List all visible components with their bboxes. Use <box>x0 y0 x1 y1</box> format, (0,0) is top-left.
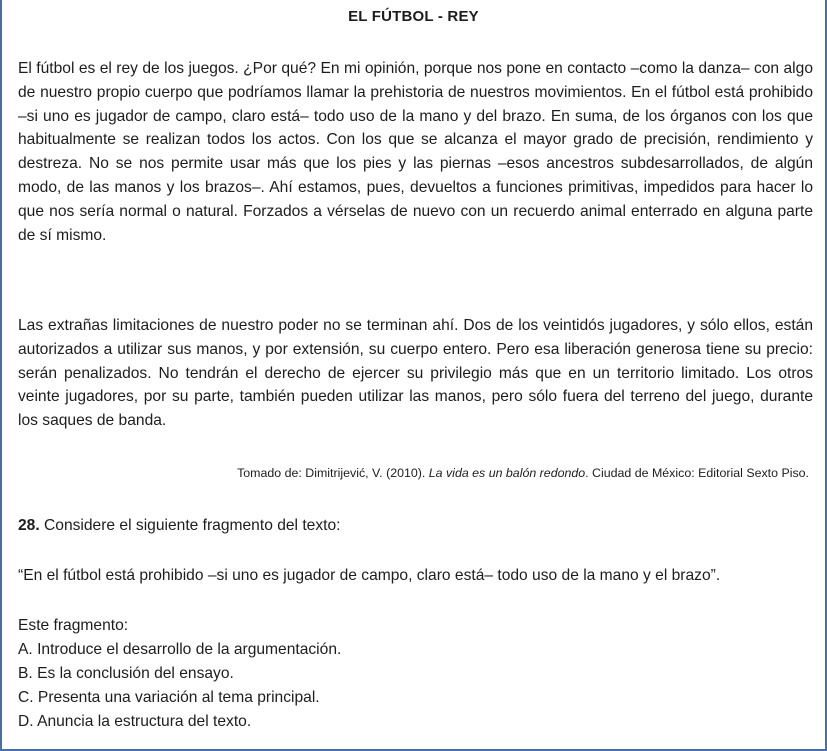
question-prompt: Considere el siguiente fragmento del texto: <box>39 517 341 534</box>
citation-book-title: La vida es un balón redondo <box>428 466 586 480</box>
option-b[interactable]: B. Es la conclusión del ensayo. <box>18 664 234 682</box>
option-c[interactable]: C. Presenta una variación al tema principal. <box>18 688 320 706</box>
question-stem: Este fragmento: <box>18 617 129 634</box>
question-number: 28. <box>18 517 40 534</box>
answer-options <box>18 638 813 734</box>
source-citation <box>237 466 809 480</box>
question-fragment: “En el fútbol está prohibido –si uno es jugador de campo, claro está– todo uso de la mano y el brazo”. <box>18 567 721 584</box>
option-a[interactable]: A. Introduce el desarrollo de la argumentación. <box>18 641 342 658</box>
citation-suffix: . Ciudad de México: Editorial Sexto Piso. <box>585 466 809 480</box>
citation-prefix: Tomado de: Dimitrijević, V. (2010). <box>237 466 429 480</box>
question-header <box>18 514 813 538</box>
option-d[interactable]: D. Anuncia la estructura del texto. <box>18 712 252 730</box>
paragraph-2: Las extrañas limitaciones de nuestro poder no se terminan ahí. Dos de los veintidós jugadores, y sólo ellos, están autorizados a utilizar sus manos, y por extensión, su cuerpo entero. Pero esa liberación generosa tiene su precio: serán penalizados. No tendrán el derecho de ejercer su privilegio más que en un territorio limitado. Los otros veinte jugadores, por su parte, también pueden utilizar las manos, pero sólo fuera del terreno del juego, durante los saques de banda. <box>18 317 813 430</box>
page-title: EL FÚTBOL - REY <box>348 8 479 25</box>
paragraph-1: El fútbol es el rey de los juegos. ¿Por qué? En mi opinión, porque nos pone en contacto –como la danza– con algo de nuestro propio cuerpo que podríamos llamar la prehistoria de nuestros movimientos. En el fútbol está prohibido –si uno es jugador de campo, claro está– todo uso de la mano y del brazo. En suma, de los órganos con los que habitualmente se realizan todos los actos. Con los que se alcanza el mayor grado de precisión, rendimiento y destreza. No se nos permite usar más que los pies y las piernas –esos ancestros subdesarrollados, de algún modo, de las manos y los brazos–. Ahí estamos, pues, devueltos a funciones primitivas, impedidos para hacer lo que nos sería normal o natural. Forzados a vérselas de nuevo con un recuerdo animal enterrado en alguna parte de sí mismo. <box>18 60 813 244</box>
